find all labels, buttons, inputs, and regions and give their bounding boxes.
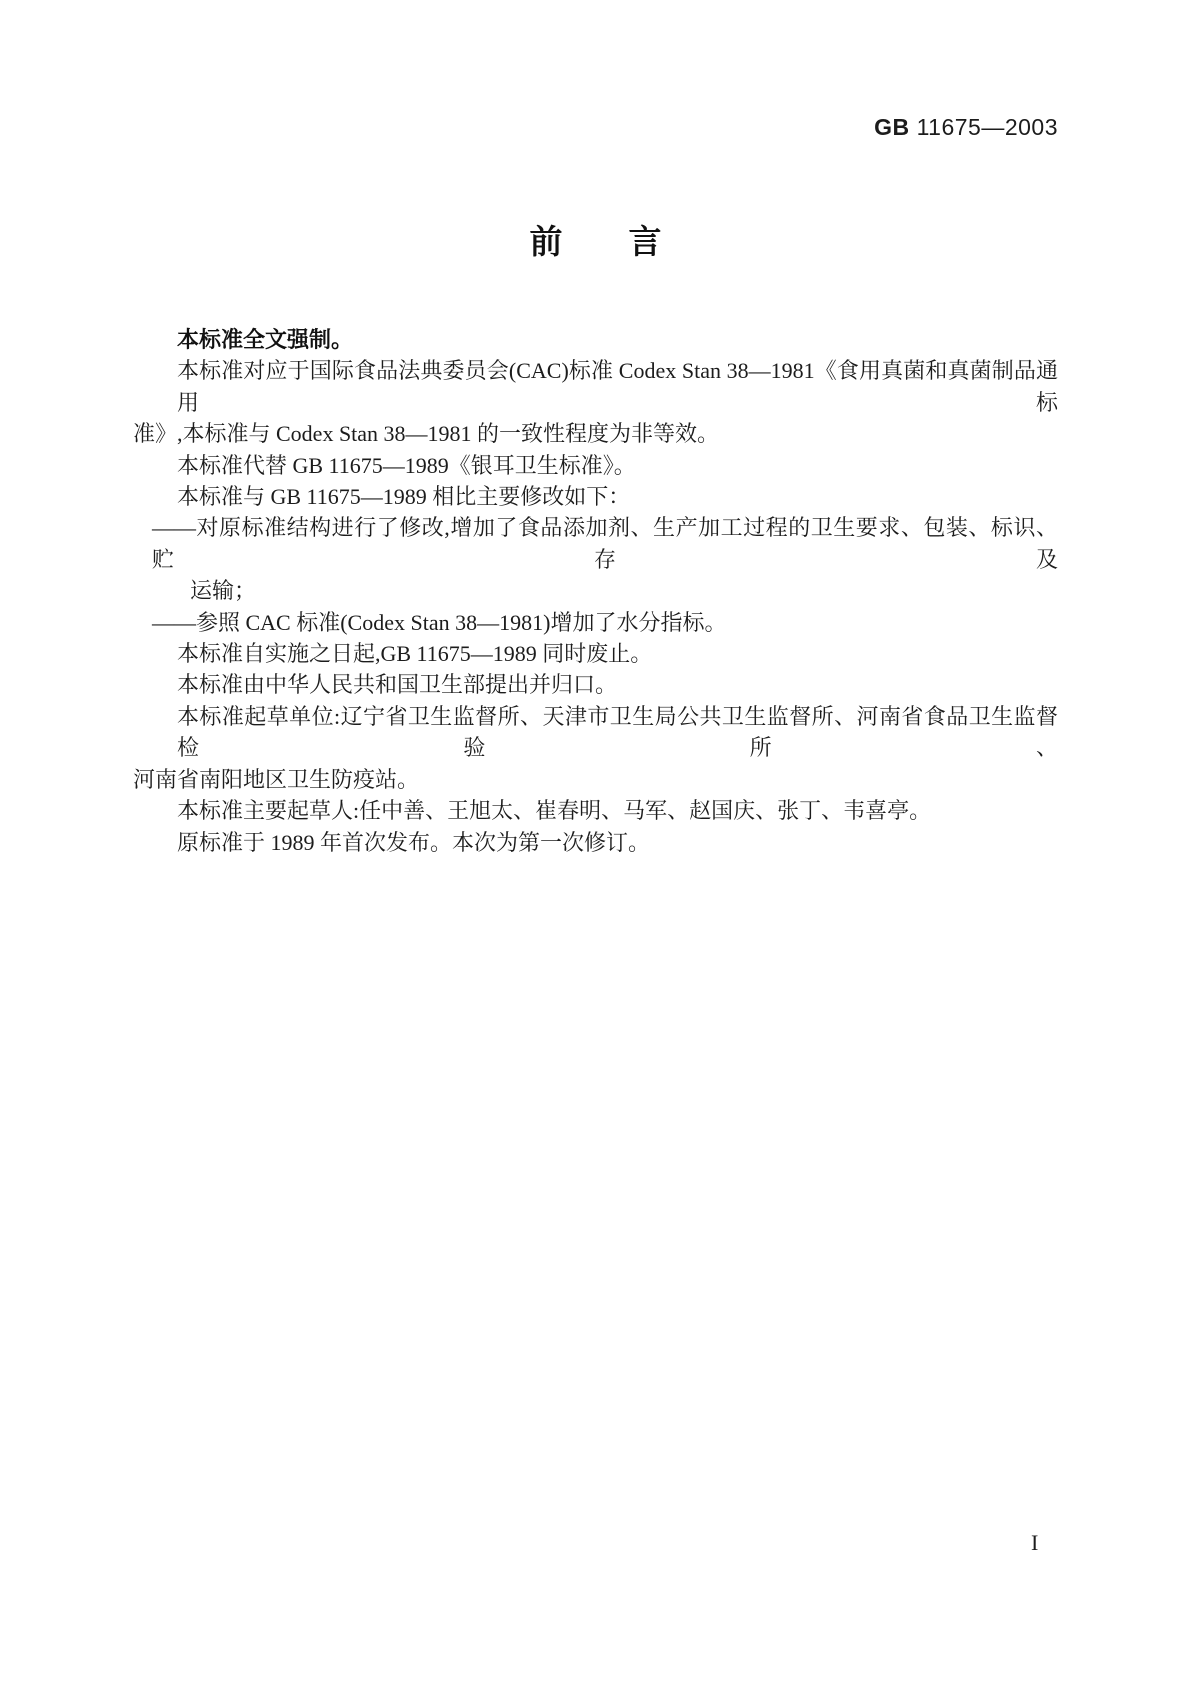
text-line: 本标准由中华人民共和国卫生部提出并归口。 [177, 672, 618, 698]
text-line: ——参照 CAC 标准(Codex Stan 38—1981)增加了水分指标。 [152, 609, 727, 635]
text-line: 本标准对应于国际食品法典委员会(CAC)标准 Codex Stan 38—1981《食用真菌和真菌制品通用标 [177, 358, 1058, 415]
text-line: 本标准自实施之日起,GB 11675—1989 同时废止。 [177, 641, 653, 667]
text-line: 河南省南阳地区卫生防疫站。 [133, 766, 420, 792]
text-line: ——对原标准结构进行了修改,增加了食品添加剂、生产加工过程的卫生要求、包装、标识、贮存及 [152, 515, 1058, 572]
page-title: 前 言 [529, 223, 662, 260]
page-number: I [1031, 1530, 1039, 1555]
text-line: 运输； [190, 578, 257, 604]
text-line: 准》,本标准与 Codex Stan 38—1981 的一致性程度为非等效。 [133, 421, 720, 447]
text-line: 本标准代替 GB 11675—1989《银耳卫生标准》。 [177, 452, 636, 478]
text-line: 本标准全文强制。 [177, 327, 354, 352]
text-line: 原标准于 1989 年首次发布。本次为第一次修订。 [177, 829, 651, 855]
standard-code-number: 11675—2003 [916, 114, 1058, 140]
foreword-body [133, 324, 1058, 858]
standard-code [874, 114, 1058, 141]
standard-code-prefix: GB [874, 114, 910, 140]
text-line: 本标准与 GB 11675—1989 相比主要修改如下： [177, 484, 631, 510]
text-line: 本标准起草单位:辽宁省卫生监督所、天津市卫生局公共卫生监督所、河南省食品卫生监督检验所、 [177, 703, 1058, 761]
text-line: 本标准主要起草人:任中善、王旭太、崔春明、马军、赵国庆、张丁、韦喜亭。 [177, 798, 932, 824]
